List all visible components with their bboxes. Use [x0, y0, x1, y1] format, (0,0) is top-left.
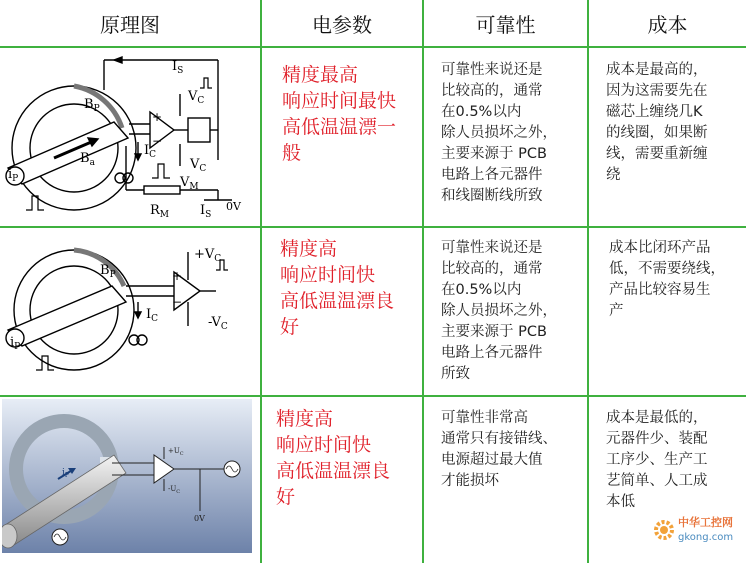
bp-label: $B_P$	[100, 263, 116, 280]
electrical-line: 般	[282, 142, 302, 164]
header-schematic: 原理图	[100, 12, 160, 37]
cost-line: 的线圈，如果断	[606, 125, 708, 141]
gear-icon	[652, 518, 676, 542]
reliability-line: 通常只有接错线、	[441, 431, 557, 447]
reliability-line: 在0.5%以内	[441, 104, 522, 120]
reliability-line: 所致	[441, 366, 470, 382]
uc-positive-label: $+U_C$	[168, 447, 184, 457]
open-loop-schematic	[4, 230, 258, 392]
cost-line: 成本是最低的，	[606, 410, 708, 426]
reliability-line: 电路上各元器件	[441, 167, 543, 183]
reliability-line: 主要来源于 PCB	[441, 324, 547, 340]
row-divider	[0, 46, 746, 48]
cost-line: 产品比较容易生	[609, 282, 711, 298]
rendered-sensor-diagram	[2, 399, 252, 553]
reliability-line: 可靠性来说还是	[441, 62, 543, 78]
ip-label: $i_P$	[62, 468, 69, 479]
cost-line: 艺简单、人工成	[606, 473, 708, 489]
cost-line: 本低	[606, 494, 635, 510]
electrical-line: 响应时间快	[276, 434, 372, 456]
zero-volt-label: 0V	[194, 514, 205, 523]
cost-line: 工序少、生产工	[606, 452, 708, 468]
zero-volt-label: 0V	[226, 200, 241, 213]
rm-label: $R_M$	[150, 203, 170, 220]
is-label: $I_S$	[172, 59, 184, 76]
electrical-line: 高低温温漂良	[276, 460, 391, 482]
vc-negative-label: $V_C$	[190, 157, 207, 174]
watermark-title: 中华工控网	[678, 516, 733, 529]
vc-positive-label: $+V_C$	[194, 247, 222, 264]
electrical-line: 精度最高	[282, 64, 359, 86]
header-cost: 成本	[647, 12, 688, 37]
reliability-line: 除人员损坏之外，	[441, 303, 557, 319]
electrical-line: 响应时间快	[280, 264, 376, 286]
electrical-line: 精度高	[276, 408, 334, 430]
reliability-line: 可靠性非常高	[441, 410, 528, 426]
row-divider	[0, 395, 746, 397]
bp-label: $B_P$	[84, 97, 100, 114]
reliability-line: 在0.5%以内	[441, 282, 522, 298]
reliability-line: 比较高的，通常	[441, 261, 543, 277]
reliability-chip	[441, 408, 585, 492]
column-divider	[587, 0, 589, 563]
cost-closed-loop	[606, 60, 746, 186]
plus-sign: +	[152, 110, 163, 124]
minus-sign: −	[152, 134, 163, 148]
watermark-url: gkong.com	[678, 532, 734, 543]
cost-open-loop	[609, 238, 746, 322]
reliability-line: 主要来源于 PCB	[441, 146, 547, 162]
reliability-line: 比较高的，通常	[441, 83, 543, 99]
ip-label: $i_P$	[10, 335, 21, 352]
electrical-params-chip	[276, 406, 420, 510]
reliability-open-loop	[441, 238, 585, 385]
reliability-line: 可靠性来说还是	[441, 240, 543, 256]
open-loop-diagram	[4, 230, 258, 392]
ic-label: $I_C$	[144, 143, 157, 160]
cost-line: 绕	[606, 167, 621, 183]
cost-line: 因为这需要先在	[606, 83, 708, 99]
rendered-sensor-image	[2, 399, 252, 553]
minus-sign: −	[172, 295, 183, 309]
cost-line: 成本比闭环产品	[609, 240, 711, 256]
cost-line: 元器件少、装配	[606, 431, 708, 447]
cost-line: 磁芯上缠绕几K	[606, 104, 703, 120]
ba-label: $B_a$	[80, 151, 95, 168]
cost-line: 线，需要重新缠	[606, 146, 708, 162]
electrical-line: 好	[280, 316, 300, 338]
reliability-line: 电路上各元器件	[441, 345, 543, 361]
cost-line: 低，不需要绕线，	[609, 261, 725, 277]
reliability-line: 才能损坏	[441, 473, 499, 489]
closed-loop-schematic	[4, 50, 258, 222]
plus-sign: +	[172, 269, 183, 283]
uc-negative-label: $-U_C$	[168, 485, 181, 495]
cost-line: 成本是最高的，	[606, 62, 708, 78]
column-divider	[422, 0, 424, 563]
electrical-line: 好	[276, 486, 296, 508]
electrical-params-open-loop	[280, 236, 420, 340]
electrical-params-closed-loop	[282, 62, 420, 166]
closed-loop-diagram	[4, 50, 258, 222]
vm-label: $V_M$	[180, 175, 199, 192]
ip-label: $i_P$	[8, 167, 19, 184]
cost-line: 产	[609, 303, 624, 319]
reliability-closed-loop	[441, 60, 585, 207]
header-reliability: 可靠性	[475, 12, 536, 37]
reliability-line: 除人员损坏之外，	[441, 125, 557, 141]
electrical-line: 高低温温漂一	[282, 116, 397, 138]
vc-positive-label: $V_C$	[188, 89, 205, 106]
row-divider	[0, 226, 746, 228]
cost-chip	[606, 408, 746, 513]
header-electrical: 电参数	[312, 12, 372, 37]
vc-negative-label: $-V_C$	[208, 315, 228, 332]
electrical-line: 高低温温漂良	[280, 290, 395, 312]
watermark	[652, 508, 746, 558]
electrical-line: 精度高	[280, 238, 338, 260]
reliability-line: 和线圈断线所致	[441, 188, 543, 204]
is-bottom-label: $I_S$	[200, 203, 212, 220]
reliability-line: 电源超过最大值	[441, 452, 543, 468]
electrical-line: 响应时间最快	[282, 90, 397, 112]
ic-label: $I_C$	[146, 307, 159, 324]
column-divider	[260, 0, 262, 563]
